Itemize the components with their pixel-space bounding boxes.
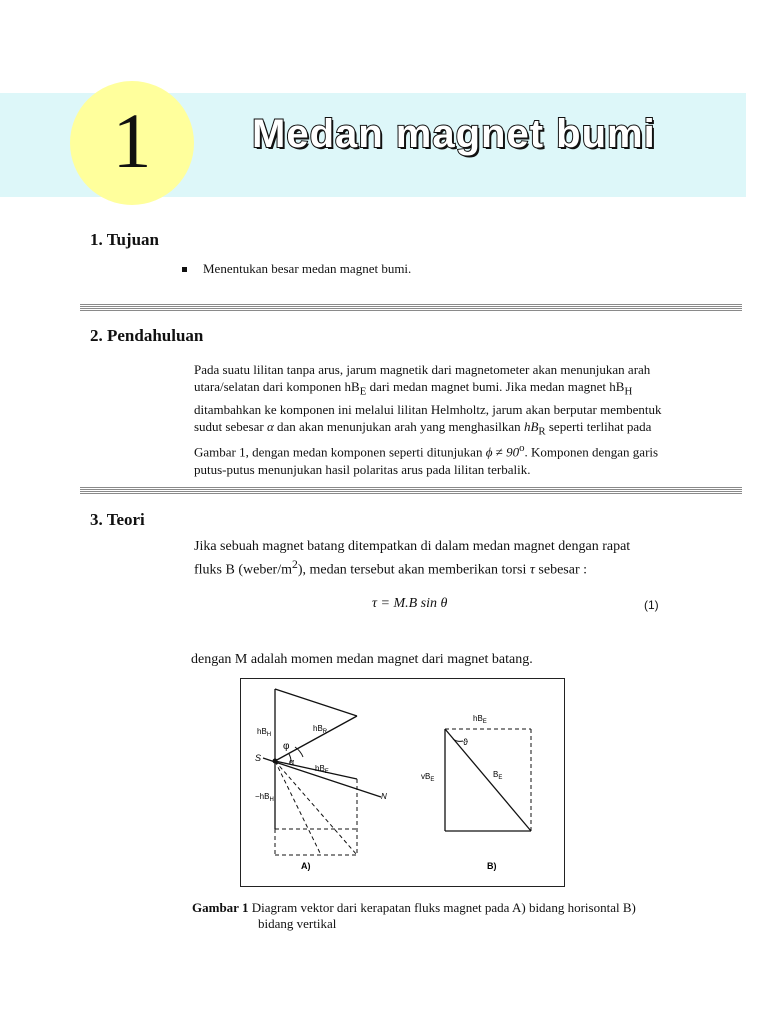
text-line: Pada suatu lilitan tanpa arus, jarum magnetik dari magnetometer akan menunjukan arah [194, 362, 651, 377]
label-right-left: $vB_E$ [421, 772, 435, 783]
equation: τ = M.B sin θ [372, 596, 448, 611]
label-be: $hB_E$ [315, 764, 329, 775]
text-line: fluks B $(weber/m^2)$, medan tersebut akan memberikan torsi τ sebesar : [194, 558, 588, 578]
caption-text: Diagram vektor dari kerapatan fluks magnet pada A) bidang horisontal B) [248, 900, 636, 915]
chapter-number-badge [70, 81, 194, 205]
pendahuluan-paragraph [194, 361, 686, 478]
chapter-title: Medan magnet bumi [252, 112, 656, 156]
label-theta: ϑ [463, 737, 468, 747]
caption-label: Gambar 1 [192, 900, 249, 915]
section-heading-tujuan: 1. Tujuan [90, 230, 159, 249]
tujuan-bullet [182, 261, 411, 277]
label-phi: φ [283, 741, 290, 752]
text-line: Jika sebuah magnet batang ditempatkan di dalam medan magnet dengan rapat [194, 539, 631, 554]
text-line: putus-putus menunjukan hasil polaritas arus pada lilitan terbalik. [194, 461, 531, 477]
teori-paragraph [194, 538, 686, 580]
bullet-marker [182, 267, 187, 272]
label-right-top: $hB_E$ [473, 714, 487, 725]
label-bh: $hB_H$ [257, 727, 272, 738]
text-line: Gambar 1, dengan medan komponen seperti ditunjukan $\phi \ne 90^o$. Komponen dengan garis [194, 442, 659, 460]
text-line: ditambahkan ke komponen ini melalui lilitan Helmholtz, jarum akan berputar membentuk [194, 401, 662, 417]
section-heading-pendahuluan: 2. Pendahuluan [90, 326, 204, 345]
section-heading-teori: 3. Teori [90, 510, 145, 529]
caption-continuation: bidang vertikal [258, 916, 337, 931]
vector-diagram-figure [240, 678, 565, 887]
label-neg-bh: $-hB_H$ [255, 792, 274, 803]
chapter-number: 1 [112, 97, 152, 184]
tujuan-bullet-text: Menentukan besar medan magnet bumi. [203, 261, 412, 276]
figure-caption [192, 900, 692, 932]
section-divider [80, 487, 742, 494]
label-b: B) [487, 861, 497, 871]
label-a: A) [301, 861, 311, 871]
equation-number: (1) [644, 598, 659, 612]
vector-diagram [241, 679, 564, 886]
label-s: S [255, 753, 262, 763]
section-divider [80, 304, 742, 311]
teori-paragraph-2: dengan M adalah momen medan magnet dari magnet batang. [191, 652, 533, 667]
text-line: sudut sebesar α dan akan menunjukan arah yang menghasilkan $hB_R$ seperti terlihat pada [194, 418, 652, 438]
text-line: utara/selatan dari komponen $hB_E$ dari medan magnet bumi. Jika medan magnet $hB_H$ [194, 379, 633, 398]
label-right-diag: $B_E$ [493, 770, 503, 781]
label-n: N [381, 792, 387, 801]
label-br: $hB_R$ [313, 724, 328, 735]
label-alpha: α [289, 757, 295, 767]
